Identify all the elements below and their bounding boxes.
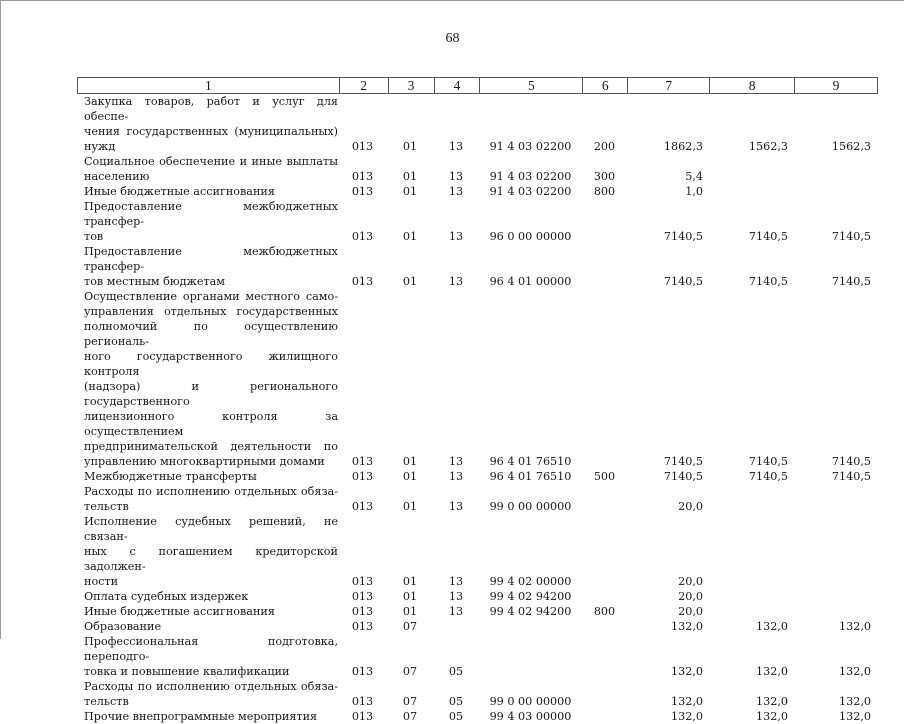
amount-col-7: 132,0	[670, 710, 703, 723]
target-article-code: 99 0 00 00000	[489, 695, 572, 708]
ministry-code: 013	[351, 500, 374, 513]
description-line: управлению многоквартирными домами	[84, 455, 325, 468]
description-line: Закупка товаров, работ и услуг для обеспе-	[84, 95, 338, 123]
table-row	[77, 514, 878, 589]
amount-col-7: 132,0	[670, 695, 703, 708]
subsection-code: 05	[448, 710, 464, 723]
section-code: 01	[402, 275, 418, 288]
description-line: Прочие внепрограммные мероприятия	[84, 710, 318, 723]
amount-col-7: 5,4	[685, 170, 703, 183]
description-line: Иные бюджетные ассигнования	[84, 605, 275, 618]
table-row	[77, 589, 878, 604]
section-code: 01	[402, 605, 418, 618]
row-description	[77, 679, 338, 709]
ministry-code: 013	[351, 605, 374, 618]
header-col-7: 7	[628, 78, 710, 94]
amount-col-8: 132,0	[755, 665, 788, 678]
section-code: 07	[402, 695, 418, 708]
row-description	[77, 619, 338, 634]
description-line: тельств	[84, 500, 129, 513]
section-code: 01	[402, 170, 418, 183]
amount-col-9: 132,0	[838, 695, 871, 708]
table-row	[77, 184, 878, 199]
row-description	[77, 589, 338, 604]
amount-col-7: 20,0	[678, 500, 703, 513]
amount-col-7: 132,0	[670, 665, 703, 678]
description-line: Предоставление межбюджетных трансфер-	[84, 200, 338, 228]
ministry-code: 013	[351, 620, 374, 633]
subsection-code: 13	[448, 230, 464, 243]
target-article-code: 96 0 00 00000	[489, 230, 572, 243]
subsection-code: 13	[448, 590, 464, 603]
amount-col-9: 7140,5	[831, 230, 871, 243]
subsection-code: 13	[448, 185, 464, 198]
table-row	[77, 469, 878, 484]
header-col-8: 8	[710, 78, 795, 94]
table-row	[77, 634, 878, 679]
expense-type-code: 300	[593, 170, 616, 183]
header-col-3: 3	[388, 78, 434, 94]
description-line: Предоставление межбюджетных трансфер-	[84, 245, 338, 273]
amount-col-7: 7140,5	[663, 275, 703, 288]
section-code: 01	[402, 470, 418, 483]
amount-col-9: 7140,5	[831, 470, 871, 483]
expense-type-code: 200	[593, 140, 616, 153]
description-line: ных с погашением кредиторской задолжен-	[84, 545, 338, 573]
amount-col-8: 132,0	[755, 695, 788, 708]
description-line: Осуществление органами местного само-	[84, 290, 338, 303]
subsection-code: 13	[448, 170, 464, 183]
table-row	[77, 709, 878, 724]
table-row	[77, 199, 878, 244]
description-line: Образование	[84, 620, 162, 633]
amount-col-7: 1862,3	[663, 140, 703, 153]
target-article-code: 99 0 00 00000	[489, 500, 572, 513]
column-number-header	[77, 77, 878, 94]
subsection-code: 13	[448, 455, 464, 468]
ministry-code: 013	[351, 590, 374, 603]
target-article-code: 91 4 03 02200	[489, 170, 572, 183]
ministry-code: 013	[351, 275, 374, 288]
row-description	[77, 94, 338, 154]
description-line: ности	[84, 575, 119, 588]
table-row	[77, 679, 878, 709]
amount-col-7: 132,0	[670, 620, 703, 633]
subsection-code: 13	[448, 575, 464, 588]
subsection-code: 13	[448, 500, 464, 513]
ministry-code: 013	[351, 455, 374, 468]
row-description	[77, 154, 338, 184]
header-col-4: 4	[434, 78, 480, 94]
section-code: 01	[402, 590, 418, 603]
table-row	[77, 94, 878, 154]
table-row	[77, 289, 878, 469]
subsection-code: 13	[448, 605, 464, 618]
target-article-code: 91 4 03 02200	[489, 185, 572, 198]
description-line: предпринимательской деятельности по	[84, 440, 338, 453]
row-description	[77, 709, 338, 724]
description-line: лицензионного контроля за осуществлением	[84, 410, 338, 438]
section-code: 07	[402, 710, 418, 723]
subsection-code: 13	[448, 140, 464, 153]
ministry-code: 013	[351, 695, 374, 708]
header-col-1: 1	[78, 78, 340, 94]
section-code: 01	[402, 185, 418, 198]
subsection-code: 05	[448, 695, 464, 708]
description-line: населению	[84, 170, 150, 183]
section-code: 01	[402, 230, 418, 243]
header-col-5: 5	[480, 78, 583, 94]
header-col-6: 6	[583, 78, 628, 94]
page-number: 68	[445, 31, 460, 46]
description-line: нужд	[84, 140, 116, 153]
description-line: Исполнение судебных решений, не связан-	[84, 515, 338, 543]
amount-col-7: 1,0	[685, 185, 703, 198]
amount-col-7: 7140,5	[663, 455, 703, 468]
target-article-code: 96 4 01 00000	[489, 275, 572, 288]
row-description	[77, 604, 338, 619]
subsection-code: 13	[448, 470, 464, 483]
expense-type-code: 800	[593, 605, 616, 618]
section-code: 01	[402, 500, 418, 513]
target-article-code: 91 4 03 02200	[489, 140, 572, 153]
ministry-code: 013	[351, 665, 374, 678]
table-row	[77, 619, 878, 634]
ministry-code: 013	[351, 575, 374, 588]
header-col-2: 2	[339, 78, 388, 94]
header-col-9: 9	[795, 78, 878, 94]
row-description	[77, 289, 338, 469]
ministry-code: 013	[351, 140, 374, 153]
description-line: чения государственных (муниципальных)	[84, 125, 338, 138]
description-line: Иные бюджетные ассигнования	[84, 185, 275, 198]
description-line: (надзора) и регионального государственного	[84, 380, 338, 408]
description-line: Расходы по исполнению отдельных обяза-	[84, 485, 338, 498]
target-article-code: 99 4 02 94200	[489, 605, 572, 618]
description-line: Профессиональная подготовка, переподго-	[84, 635, 338, 663]
section-code: 01	[402, 140, 418, 153]
amount-col-7: 7140,5	[663, 230, 703, 243]
amount-col-7: 20,0	[678, 605, 703, 618]
amount-col-8: 1562,3	[748, 140, 788, 153]
ministry-code: 013	[351, 470, 374, 483]
amount-col-8: 7140,5	[748, 470, 788, 483]
subsection-code: 13	[448, 275, 464, 288]
table-row	[77, 604, 878, 619]
budget-table-body	[77, 94, 878, 724]
amount-col-8: 7140,5	[748, 230, 788, 243]
target-article-code: 96 4 01 76510	[489, 455, 572, 468]
section-code: 01	[402, 455, 418, 468]
ministry-code: 013	[351, 710, 374, 723]
amount-col-9: 132,0	[838, 665, 871, 678]
expense-type-code: 500	[593, 470, 616, 483]
description-line: тельств	[84, 695, 129, 708]
row-description	[77, 469, 338, 484]
row-description	[77, 484, 338, 514]
ministry-code: 013	[351, 170, 374, 183]
amount-col-9: 7140,5	[831, 455, 871, 468]
amount-col-9: 132,0	[838, 620, 871, 633]
row-description	[77, 244, 338, 289]
amount-col-8: 7140,5	[748, 275, 788, 288]
amount-col-8: 132,0	[755, 620, 788, 633]
target-article-code: 99 4 03 00000	[489, 710, 572, 723]
subsection-code: 05	[448, 665, 464, 678]
header-row	[78, 78, 878, 94]
expense-type-code: 800	[593, 185, 616, 198]
amount-col-9: 1562,3	[831, 140, 871, 153]
amount-col-8: 132,0	[755, 710, 788, 723]
amount-col-9: 7140,5	[831, 275, 871, 288]
description-line: Оплата судебных издержек	[84, 590, 249, 603]
section-code: 07	[402, 620, 418, 633]
row-description	[77, 184, 338, 199]
amount-col-8: 7140,5	[748, 455, 788, 468]
table-row	[77, 484, 878, 514]
ministry-code: 013	[351, 230, 374, 243]
ministry-code: 013	[351, 185, 374, 198]
amount-col-9: 132,0	[838, 710, 871, 723]
description-line: товка и повышение квалификации	[84, 665, 290, 678]
section-code: 07	[402, 665, 418, 678]
description-line: управления отдельных государственных	[84, 305, 338, 318]
description-line: тов местным бюджетам	[84, 275, 226, 288]
amount-col-7: 7140,5	[663, 470, 703, 483]
table-row	[77, 154, 878, 184]
target-article-code: 99 4 02 94200	[489, 590, 572, 603]
section-code: 01	[402, 575, 418, 588]
row-description	[77, 199, 338, 244]
description-line: Социальное обеспечение и иные выплаты	[84, 155, 338, 168]
row-description	[77, 634, 338, 679]
row-description	[77, 514, 338, 589]
description-line: полномочий по осуществлению региональ-	[84, 320, 338, 348]
table-row	[77, 244, 878, 289]
description-line: ного государственного жилищного контроля	[84, 350, 338, 378]
description-line: Расходы по исполнению отдельных обяза-	[84, 680, 338, 693]
amount-col-7: 20,0	[678, 575, 703, 588]
target-article-code: 96 4 01 76510	[489, 470, 572, 483]
amount-col-7: 20,0	[678, 590, 703, 603]
description-line: тов	[84, 230, 104, 243]
target-article-code: 99 4 02 00000	[489, 575, 572, 588]
description-line: Межбюджетные трансферты	[84, 470, 257, 483]
